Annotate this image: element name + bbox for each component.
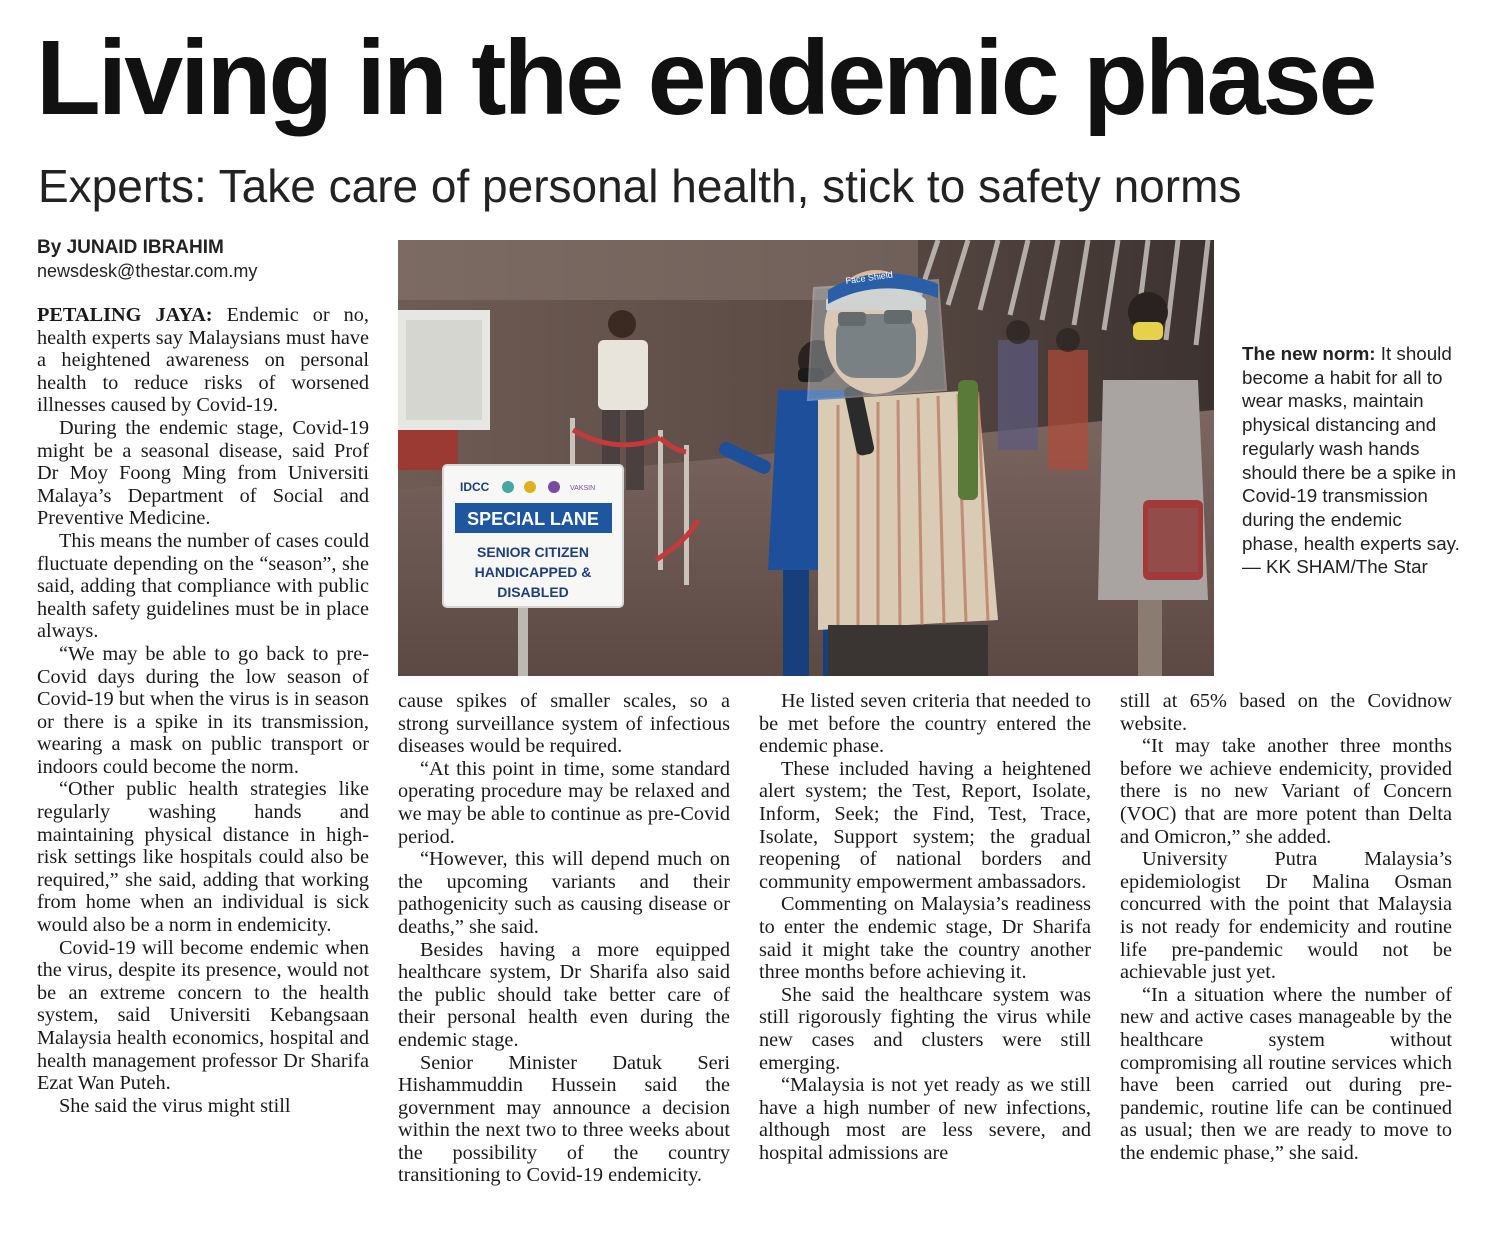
photo-credit: — KK SHAM/The Star	[1242, 556, 1428, 578]
caption-text: It should become a habit for all to wear masks, maintain physical distancing and regularly wash hands should there be a spike in Covid-19 transmission during the endemic phase, health experts say.	[1242, 343, 1460, 554]
article-paragraph: “We may be able to go back to pre-Covid days during the low season of Covid-19 but when the virus is in season or there is a spike in its transmission, wearing a mask on public transport or indoors could become the norm.	[37, 642, 369, 778]
paragraph-text: Endemic or no, health experts say Malaysians must have a heightened awareness on personal health to reduce risks of worsened illnesses caused by Covid-19.	[37, 304, 370, 417]
article-column-2	[398, 690, 730, 1187]
byline-author: By JUNAID IBRAHIM	[37, 237, 224, 258]
article-paragraph	[37, 304, 369, 417]
dateline: PETALING JAYA:	[37, 304, 213, 326]
face-shield-label: Face Shield	[844, 269, 894, 286]
article-paragraph: “Malaysia is not yet ready as we still have a high number of new infections, although most are less severe, and hospital admissions are	[759, 1074, 1091, 1164]
article-paragraph: Covid-19 will become endemic when the virus, despite its presence, would not be an extreme concern to the health system, said Universiti Kebangsaan Malaysia health economics, hospital and health management professor Dr Sharifa Ezat Wan Puteh.	[37, 936, 369, 1095]
sign-logo-idcc: IDCC	[460, 480, 490, 494]
article-column-4	[1120, 690, 1452, 1164]
article-paragraph: Besides having a more equipped healthcare system, Dr Sharifa also said the public should take better care of their personal health even during the endemic stage.	[398, 938, 730, 1051]
photo-caption	[1242, 342, 1462, 579]
sign-line-3: DISABLED	[497, 584, 569, 600]
article-paragraph: “It may take another three months before we achieve endemicity, provided there is no new Variant of Concern (VOC) that are more potent than Delta and Omicron,” she added.	[1120, 735, 1452, 848]
news-photo	[398, 240, 1214, 676]
article-paragraph: cause spikes of smaller scales, so a strong surveillance system of infectious diseases would be required.	[398, 690, 730, 758]
sign-line-1: SENIOR CITIZEN	[476, 544, 590, 560]
subheadline: Experts: Take care of personal health, stick to safety norms	[38, 160, 1242, 212]
article-paragraph: “However, this will depend much on the upcoming variants and their pathogenicity such as causing disease or deaths,” she said.	[398, 848, 730, 938]
byline	[37, 236, 257, 282]
sign-title: SPECIAL LANE	[467, 509, 599, 529]
article-paragraph: This means the number of cases could fluctuate depending on the “season”, she said, adding that compliance with public health safety guidelines must be in place always.	[37, 529, 369, 643]
photo-illustration	[398, 240, 1214, 676]
article-paragraph: “At this point in time, some standard operating procedure may be relaxed and we may be able to continue as pre-Covid period.	[398, 757, 730, 848]
article-paragraph: These included having a heightened alert system; the Test, Report, Isolate, Inform, Seek; the Find, Test, Trace, Isolate, Support system; the gradual reopening of national borders and community empowerment ambassadors.	[759, 757, 1091, 893]
sign-line-2: HANDICAPPED &	[474, 564, 592, 580]
headline: Living in the endemic phase	[36, 19, 1375, 137]
article-paragraph: He listed seven criteria that needed to be met before the country entered the endemic phase.	[759, 690, 1091, 758]
article-paragraph: still at 65% based on the Covidnow website.	[1120, 690, 1452, 735]
article-paragraph: She said the healthcare system was still rigorously fighting the virus while new cases and clusters were still emerging.	[759, 983, 1091, 1074]
article-column-3	[759, 690, 1091, 1164]
article-paragraph: Commenting on Malaysia’s readiness to enter the endemic stage, Dr Sharifa said it might take the country another three months before achieving it.	[759, 893, 1091, 984]
article-column-1	[37, 304, 369, 1117]
byline-email: newsdesk@thestar.com.my	[37, 261, 258, 281]
sign-logo-vaksin: VAKSIN	[570, 485, 596, 492]
article-paragraph: During the endemic stage, Covid-19 might be a seasonal disease, said Prof Dr Moy Foong Ming from Universiti Malaya’s Department of Social and Preventive Medicine.	[37, 416, 369, 530]
article-paragraph: Senior Minister Datuk Seri Hishammuddin Hussein said the government may announce a decision within the next two to three weeks about the possibility of the country transitioning to Covid-19 endemicity.	[398, 1051, 730, 1187]
article-paragraph: “Other public health strategies like regularly washing hands and maintaining physical distance in high-risk settings like hospitals could also be required,” she said, adding that working from home when an individual is sick would also be a norm in endemicity.	[37, 778, 369, 937]
article-paragraph: She said the virus might still	[59, 1094, 291, 1117]
caption-lead: The new norm:	[1242, 343, 1376, 364]
article-paragraph: University Putra Malaysia’s epidemiologist Dr Malina Osman concurred with the point that Malaysia is not ready for endemicity and routine life pre-pandemic would not be achievable just yet.	[1120, 848, 1452, 984]
article-paragraph: “In a situation where the number of new and active cases manageable by the healthcare system without compromising all routine services which have been carried out during pre-pandemic, routine life can be continued as usual; then we are ready to move to the endemic phase,” she said.	[1120, 983, 1452, 1164]
